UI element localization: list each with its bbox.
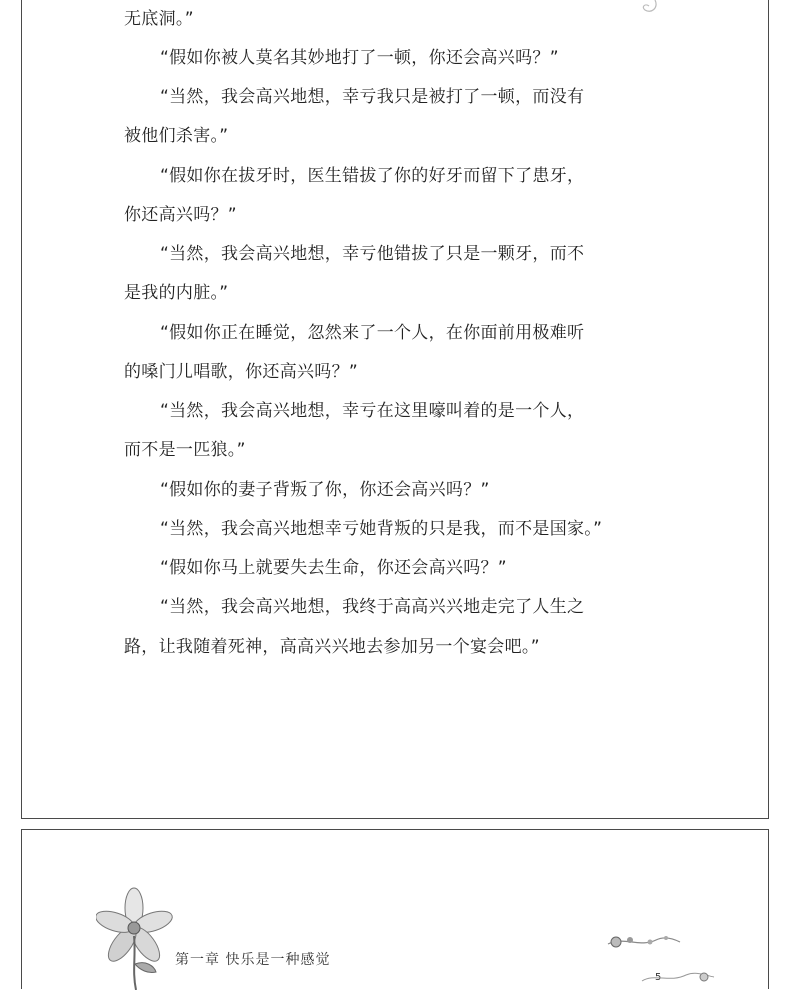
book-page-bottom [21, 829, 769, 989]
text-line: “当然，我会高兴地想幸亏她背叛的只是我，而不是国家。” [160, 519, 603, 539]
chapter-title: 第一章 快乐是一种感觉 [175, 952, 331, 968]
text-line: 无底洞。” [124, 9, 194, 29]
text-line: “当然，我会高兴地想，幸亏在这里嚎叫着的是一个人， [160, 401, 585, 421]
text-line: 的嗓门儿唱歌，你还高兴吗？” [124, 362, 359, 382]
text-line: “假如你马上就要失去生命，你还会高兴吗？” [160, 558, 507, 578]
text-line: 是我的内脏。” [124, 283, 229, 303]
text-line: 你还高兴吗？” [124, 205, 237, 225]
vine-icon [640, 965, 720, 985]
flower-icon [96, 886, 176, 990]
text-line: “当然，我会高兴地想，幸亏他错拔了只是一颗牙，而不 [160, 244, 585, 264]
text-line: “假如你在拔牙时，医生错拔了你的好牙而留下了患牙， [160, 166, 585, 186]
text-line: “当然，我会高兴地想，幸亏我只是被打了一顿，而没有 [160, 87, 585, 107]
text-line: 路，让我随着死神，高高兴兴地去参加另一个宴会吧。” [124, 637, 540, 657]
text-line: “假如你正在睡觉，忽然来了一个人，在你面前用极难听 [160, 323, 585, 343]
text-line: “当然，我会高兴地想，我终于高高兴兴地走完了人生之 [160, 597, 585, 617]
vine-icon [604, 926, 684, 956]
swirl-icon [637, 0, 667, 18]
book-page-top [21, 0, 769, 819]
text-line: “假如你的妻子背叛了你，你还会高兴吗？” [160, 480, 490, 500]
text-line: 被他们杀害。” [124, 126, 229, 146]
page-number: 5 [655, 972, 662, 983]
text-line: “假如你被人莫名其妙地打了一顿，你还会高兴吗？” [160, 48, 559, 68]
text-line: 而不是一匹狼。” [124, 440, 246, 460]
